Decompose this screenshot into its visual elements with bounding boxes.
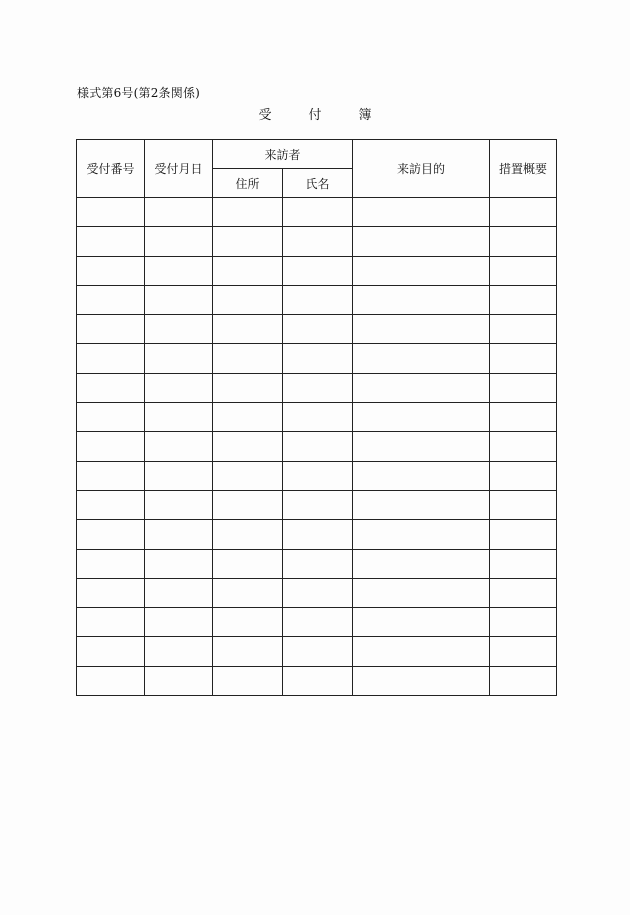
visitor-name-cell xyxy=(283,666,353,695)
action-summary-cell xyxy=(490,637,557,666)
visitor-address-cell xyxy=(213,403,283,432)
action-summary-cell xyxy=(490,490,557,519)
table-row xyxy=(77,227,557,256)
visitor-name-cell xyxy=(283,285,353,314)
table-header xyxy=(77,140,557,198)
action-summary-cell xyxy=(490,344,557,373)
form-number-label: 様式第6号(第2条関係) xyxy=(77,86,201,100)
visit-purpose-cell xyxy=(353,344,490,373)
header-visitor-name: 氏名 xyxy=(283,169,353,198)
table-row xyxy=(77,315,557,344)
table-row xyxy=(77,549,557,578)
reception-number-cell xyxy=(77,520,145,549)
visitor-address-cell xyxy=(213,256,283,285)
reception-date-cell xyxy=(145,608,213,637)
reception-number-cell xyxy=(77,256,145,285)
visitor-name-cell xyxy=(283,403,353,432)
reception-date-cell xyxy=(145,227,213,256)
visitor-name-cell xyxy=(283,373,353,402)
visitor-address-cell xyxy=(213,549,283,578)
visitor-address-cell xyxy=(213,490,283,519)
reception-date-cell xyxy=(145,315,213,344)
reception-number-cell xyxy=(77,403,145,432)
reception-date-cell xyxy=(145,461,213,490)
table-row xyxy=(77,608,557,637)
action-summary-cell xyxy=(490,315,557,344)
reception-number-cell xyxy=(77,578,145,607)
visitor-name-cell xyxy=(283,578,353,607)
reception-date-cell xyxy=(145,198,213,227)
visit-purpose-cell xyxy=(353,520,490,549)
visitor-name-cell xyxy=(283,637,353,666)
visitor-address-cell xyxy=(213,315,283,344)
table-row xyxy=(77,637,557,666)
visit-purpose-cell xyxy=(353,315,490,344)
table-row xyxy=(77,666,557,695)
visit-purpose-cell xyxy=(353,198,490,227)
header-visitor-address: 住所 xyxy=(213,169,283,198)
header-row-top xyxy=(77,140,557,169)
reception-date-cell xyxy=(145,373,213,402)
visitor-address-cell xyxy=(213,520,283,549)
table-body xyxy=(77,198,557,696)
reception-date-cell xyxy=(145,432,213,461)
table-row xyxy=(77,461,557,490)
visitor-name-cell xyxy=(283,315,353,344)
table-row xyxy=(77,198,557,227)
reception-number-cell xyxy=(77,315,145,344)
visit-purpose-cell xyxy=(353,461,490,490)
header-visitor: 来訪者 xyxy=(213,140,353,169)
header-visit-purpose: 来訪目的 xyxy=(353,140,490,198)
action-summary-cell xyxy=(490,373,557,402)
reception-number-cell xyxy=(77,666,145,695)
action-summary-cell xyxy=(490,520,557,549)
reception-date-cell xyxy=(145,344,213,373)
document-title: 受 付 簿 xyxy=(258,108,384,123)
action-summary-cell xyxy=(490,227,557,256)
reception-date-cell xyxy=(145,490,213,519)
visitor-address-cell xyxy=(213,666,283,695)
visitor-name-cell xyxy=(283,490,353,519)
visitor-name-cell xyxy=(283,198,353,227)
visitor-name-cell xyxy=(283,227,353,256)
table-row xyxy=(77,403,557,432)
action-summary-cell xyxy=(490,666,557,695)
action-summary-cell xyxy=(490,578,557,607)
reception-date-cell xyxy=(145,520,213,549)
reception-date-cell xyxy=(145,256,213,285)
visit-purpose-cell xyxy=(353,432,490,461)
visit-purpose-cell xyxy=(353,608,490,637)
reception-date-cell xyxy=(145,549,213,578)
visitor-name-cell xyxy=(283,432,353,461)
visit-purpose-cell xyxy=(353,227,490,256)
visit-purpose-cell xyxy=(353,256,490,285)
reception-date-cell xyxy=(145,578,213,607)
visitor-address-cell xyxy=(213,432,283,461)
action-summary-cell xyxy=(490,432,557,461)
reception-number-cell xyxy=(77,285,145,314)
visitor-name-cell xyxy=(283,461,353,490)
visitor-name-cell xyxy=(283,608,353,637)
table-row xyxy=(77,285,557,314)
table-row xyxy=(77,256,557,285)
table-row xyxy=(77,490,557,519)
reception-number-cell xyxy=(77,344,145,373)
visitor-address-cell xyxy=(213,373,283,402)
reception-date-cell xyxy=(145,666,213,695)
action-summary-cell xyxy=(490,608,557,637)
visitor-address-cell xyxy=(213,461,283,490)
reception-number-cell xyxy=(77,432,145,461)
action-summary-cell xyxy=(490,256,557,285)
visitor-name-cell xyxy=(283,344,353,373)
visitor-address-cell xyxy=(213,198,283,227)
action-summary-cell xyxy=(490,403,557,432)
visitor-name-cell xyxy=(283,520,353,549)
visitor-address-cell xyxy=(213,637,283,666)
header-action-summary: 措置概要 xyxy=(490,140,557,198)
reception-number-cell xyxy=(77,373,145,402)
visitor-address-cell xyxy=(213,227,283,256)
action-summary-cell xyxy=(490,198,557,227)
reception-date-cell xyxy=(145,285,213,314)
table-row xyxy=(77,520,557,549)
visit-purpose-cell xyxy=(353,490,490,519)
visitor-name-cell xyxy=(283,256,353,285)
visit-purpose-cell xyxy=(353,403,490,432)
visit-purpose-cell xyxy=(353,666,490,695)
reception-number-cell xyxy=(77,637,145,666)
action-summary-cell xyxy=(490,549,557,578)
reception-date-cell xyxy=(145,403,213,432)
visitor-address-cell xyxy=(213,608,283,637)
visit-purpose-cell xyxy=(353,373,490,402)
table-row xyxy=(77,432,557,461)
table-row xyxy=(77,578,557,607)
reception-number-cell xyxy=(77,461,145,490)
visitor-name-cell xyxy=(283,549,353,578)
header-reception-date: 受付月日 xyxy=(145,140,213,198)
visit-purpose-cell xyxy=(353,549,490,578)
visitor-address-cell xyxy=(213,344,283,373)
header-reception-number: 受付番号 xyxy=(77,140,145,198)
action-summary-cell xyxy=(490,285,557,314)
visit-purpose-cell xyxy=(353,578,490,607)
visitor-address-cell xyxy=(213,578,283,607)
table-row xyxy=(77,344,557,373)
reception-number-cell xyxy=(77,490,145,519)
visitor-address-cell xyxy=(213,285,283,314)
reception-number-cell xyxy=(77,608,145,637)
visit-purpose-cell xyxy=(353,285,490,314)
reception-number-cell xyxy=(77,227,145,256)
reception-date-cell xyxy=(145,637,213,666)
reception-number-cell xyxy=(77,198,145,227)
table-row xyxy=(77,373,557,402)
reception-log-table xyxy=(76,139,557,696)
visit-purpose-cell xyxy=(353,637,490,666)
reception-number-cell xyxy=(77,549,145,578)
action-summary-cell xyxy=(490,461,557,490)
